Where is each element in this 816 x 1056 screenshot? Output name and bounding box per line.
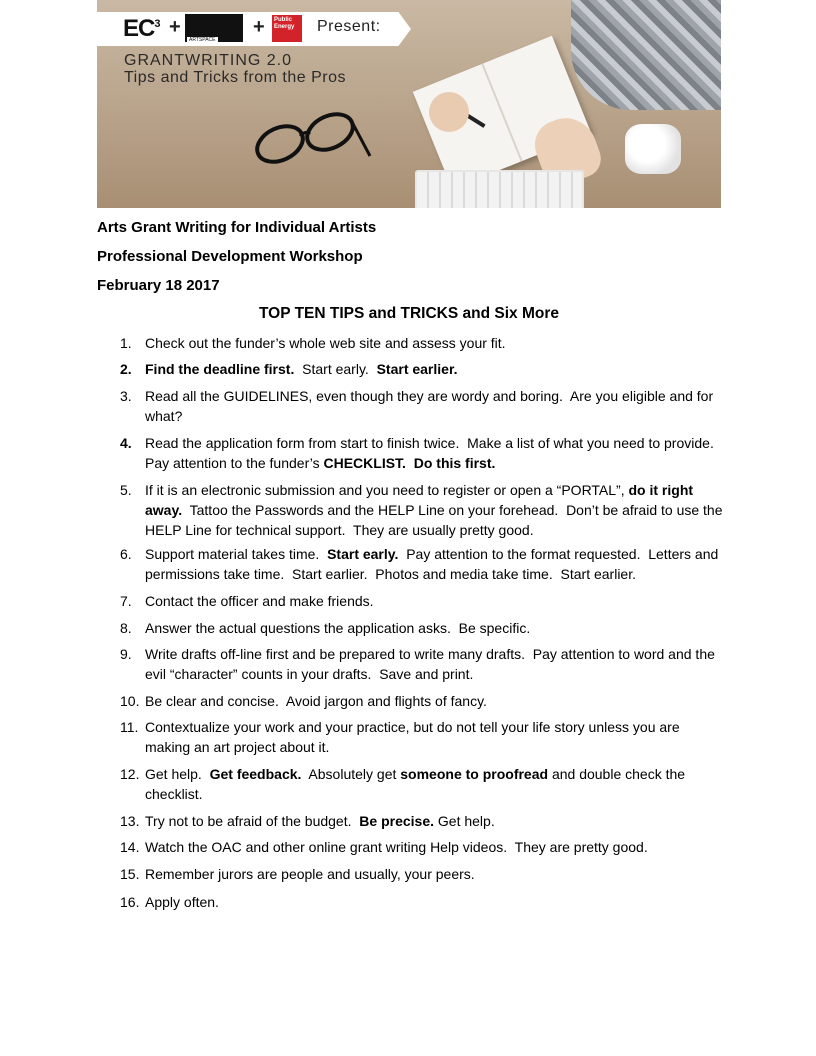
bold-text: Start early. — [327, 546, 399, 562]
list-item-number: 16. — [120, 894, 140, 910]
list-item-text — [145, 764, 723, 804]
section-title: TOP TEN TIPS and TRICKS and Six More — [258, 305, 559, 322]
text-run: Be clear and concise. Avoid jargon and flights of fancy. — [145, 693, 487, 709]
bold-text: Find the deadline first. — [145, 361, 295, 377]
list-item-text — [145, 811, 723, 831]
list-item-number: 9. — [120, 646, 132, 662]
list-item-text — [145, 480, 727, 540]
list-item-text — [145, 837, 723, 857]
list-item-number: 8. — [120, 620, 132, 636]
text-run: Tattoo the Passwords and the HELP Line on your forehead. Don’t be afraid to use the HELP Line for technical support. They are usually pretty good. — [145, 502, 727, 538]
banner-title: GRANTWRITING 2.0 — [124, 52, 293, 69]
workshop-title: Arts Grant Writing for Individual Artists — [97, 219, 377, 236]
list-item-number: 13. — [120, 813, 140, 829]
hand-illustration — [429, 92, 469, 132]
workshop-subtitle: Professional Development Workshop — [97, 248, 363, 265]
list-item-number: 11. — [120, 719, 139, 735]
eyeglasses-illustration — [252, 106, 372, 166]
banner-subtitle: Tips and Tricks from the Pros — [124, 69, 346, 86]
header-banner-image — [97, 0, 721, 208]
text-run: Check out the funder’s whole web site and assess your fit. — [145, 335, 506, 351]
list-item-number: 15. — [120, 866, 140, 882]
text-run: Apply often. — [145, 894, 219, 910]
list-item-text — [145, 386, 723, 426]
text-run: Get help. — [434, 813, 495, 829]
list-item-number: 3. — [120, 388, 132, 404]
text-run: If it is an electronic submission and you need to register or open a “PORTAL”, — [145, 482, 629, 498]
list-item-number: 4. — [120, 435, 132, 451]
list-item-number: 2. — [120, 361, 132, 377]
list-item-number: 10. — [120, 693, 140, 709]
list-item-number: 1. — [120, 335, 132, 351]
text-run: Start early. — [294, 361, 377, 377]
public-energy-logo: Public Energy — [272, 15, 302, 42]
list-item-number: 5. — [120, 482, 132, 498]
text-run: Answer the actual questions the application asks. Be specific. — [145, 620, 531, 636]
text-run: Support material takes time. — [145, 546, 328, 562]
list-item-number: 7. — [120, 593, 132, 609]
list-item-text — [145, 644, 723, 684]
text-run: Remember jurors are people and usually, your peers. — [145, 866, 475, 882]
list-item-number: 12. — [120, 766, 140, 782]
bold-text: someone to proofread — [400, 766, 549, 782]
workshop-date: February 18 2017 — [97, 277, 220, 294]
text-run: Contextualize your work and your practice, but do not tell your life story unless you are making an art project about it. — [145, 719, 684, 755]
bold-text: CHECKLIST. Do this first. — [323, 455, 496, 471]
list-item-text — [145, 333, 723, 353]
list-item-text — [145, 691, 723, 711]
text-run: Absolutely get — [301, 766, 401, 782]
plus-sign: + — [169, 16, 181, 38]
bold-text: Get feedback. — [209, 766, 302, 782]
plus-sign: + — [253, 16, 265, 38]
text-run: Try not to be afraid of the budget. — [145, 813, 360, 829]
list-item-text — [145, 591, 723, 611]
text-run: Read the application form from start to finish twice. Make a list of what you need to provide. Pay attention to the funder’s — [145, 435, 722, 471]
ec3-logo: $EC^3$ — [123, 15, 160, 42]
list-item-text — [145, 544, 723, 584]
list-item-text — [145, 433, 723, 473]
list-item-text — [145, 892, 723, 912]
list-item-number: 6. — [120, 546, 132, 562]
text-run: Read all the GUIDELINES, even though they are wordy and boring. Are you eligible and for what? — [145, 388, 718, 424]
artspace-logo: ARTSPACE — [185, 14, 243, 42]
list-item-text — [145, 717, 723, 757]
list-item-number: 14. — [120, 839, 140, 855]
list-item-text — [145, 864, 723, 884]
bold-text: do it right away. — [145, 482, 697, 518]
sleeve-decoration — [571, 0, 721, 110]
text-run: Watch the OAC and other online grant writing Help videos. They are pretty good. — [145, 839, 648, 855]
text-run: Pay attention to the format requested. Letters and permissions take time. Start earlier. Photos and media take time. Start earlier. — [145, 546, 723, 582]
present-text: Present: — [317, 18, 381, 35]
text-run: Contact the officer and make friends. — [145, 593, 374, 609]
bold-text: Be precise. — [359, 813, 434, 829]
bold-text: Start earlier. — [376, 361, 458, 377]
list-item-text — [145, 618, 723, 638]
text-run: Get help. — [145, 766, 210, 782]
list-item-text — [145, 359, 723, 379]
text-run: Write drafts off-line first and be prepared to write many drafts. Pay attention to word and the evil “character” counts in your drafts. Save and print. — [145, 646, 719, 682]
keyboard-illustration — [415, 170, 584, 208]
text-run: and double check the checklist. — [145, 766, 689, 802]
coffee-cup-illustration — [625, 124, 681, 174]
